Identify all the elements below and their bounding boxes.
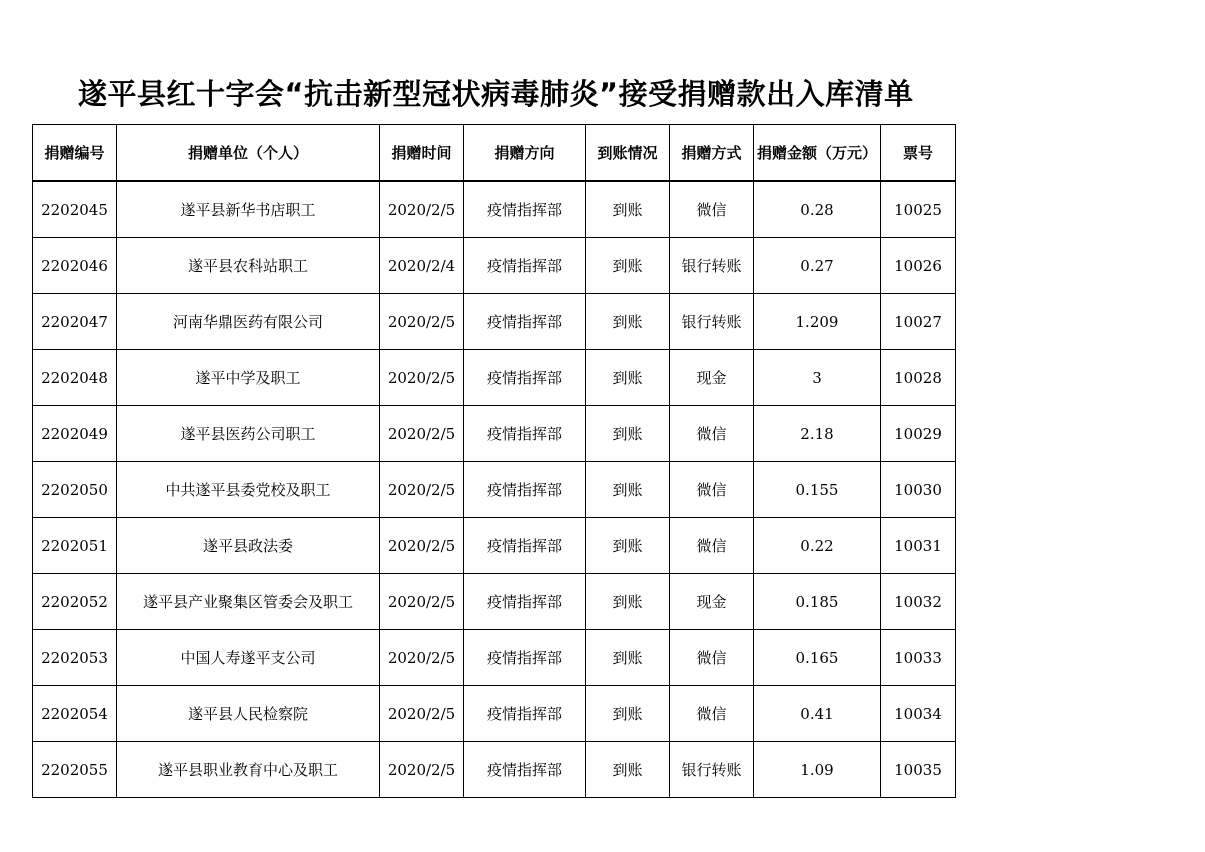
cell-amount: 0.165: [754, 630, 881, 686]
cell-amount: 0.41: [754, 686, 881, 742]
header-donor: 捐赠单位（个人）: [117, 125, 380, 182]
cell-date: 2020/2/5: [380, 574, 464, 630]
cell-id: 2202048: [33, 350, 117, 406]
cell-status: 到账: [586, 294, 670, 350]
cell-ticket: 10025: [881, 181, 956, 238]
cell-donor: 中共遂平县委党校及职工: [117, 462, 380, 518]
cell-method: 微信: [670, 181, 754, 238]
cell-amount: 0.27: [754, 238, 881, 294]
cell-id: 2202050: [33, 462, 117, 518]
cell-id: 2202054: [33, 686, 117, 742]
cell-date: 2020/2/4: [380, 238, 464, 294]
table-row: [33, 686, 956, 742]
cell-id: 2202045: [33, 181, 117, 238]
cell-amount: 0.185: [754, 574, 881, 630]
cell-amount: 2.18: [754, 406, 881, 462]
cell-ticket: 10032: [881, 574, 956, 630]
cell-direction: 疫情指挥部: [464, 294, 586, 350]
cell-direction: 疫情指挥部: [464, 406, 586, 462]
cell-date: 2020/2/5: [380, 686, 464, 742]
cell-ticket: 10028: [881, 350, 956, 406]
cell-date: 2020/2/5: [380, 742, 464, 798]
cell-status: 到账: [586, 238, 670, 294]
cell-status: 到账: [586, 742, 670, 798]
cell-direction: 疫情指挥部: [464, 238, 586, 294]
cell-status: 到账: [586, 574, 670, 630]
cell-method: 现金: [670, 350, 754, 406]
cell-id: 2202055: [33, 742, 117, 798]
cell-ticket: 10026: [881, 238, 956, 294]
cell-id: 2202046: [33, 238, 117, 294]
cell-method: 微信: [670, 686, 754, 742]
table-row: [33, 742, 956, 798]
cell-amount: 0.22: [754, 518, 881, 574]
header-amount: [754, 125, 881, 182]
cell-method: 银行转账: [670, 294, 754, 350]
cell-direction: 疫情指挥部: [464, 630, 586, 686]
cell-date: 2020/2/5: [380, 462, 464, 518]
header-direction: 捐赠方向: [464, 125, 586, 182]
table-header-row: [33, 125, 956, 182]
cell-status: 到账: [586, 406, 670, 462]
cell-status: 到账: [586, 462, 670, 518]
table-row: [33, 518, 956, 574]
cell-method: 微信: [670, 630, 754, 686]
table-row: [33, 630, 956, 686]
cell-donor: 遂平中学及职工: [117, 350, 380, 406]
cell-direction: 疫情指挥部: [464, 518, 586, 574]
cell-date: 2020/2/5: [380, 518, 464, 574]
table-row: [33, 574, 956, 630]
cell-method: 微信: [670, 462, 754, 518]
cell-donor: 遂平县农科站职工: [117, 238, 380, 294]
table-row: [33, 238, 956, 294]
cell-amount: 3: [754, 350, 881, 406]
cell-direction: 疫情指挥部: [464, 181, 586, 238]
cell-direction: 疫情指挥部: [464, 462, 586, 518]
cell-amount: 1.209: [754, 294, 881, 350]
cell-date: 2020/2/5: [380, 181, 464, 238]
cell-date: 2020/2/5: [380, 406, 464, 462]
table-row: [33, 350, 956, 406]
cell-amount: 1.09: [754, 742, 881, 798]
cell-id: 2202052: [33, 574, 117, 630]
cell-amount: 0.28: [754, 181, 881, 238]
cell-direction: 疫情指挥部: [464, 350, 586, 406]
cell-method: 银行转账: [670, 742, 754, 798]
cell-donor: 中国人寿遂平支公司: [117, 630, 380, 686]
cell-donor: 遂平县产业聚集区管委会及职工: [117, 574, 380, 630]
cell-donor: 遂平县职业教育中心及职工: [117, 742, 380, 798]
cell-donor: 河南华鼎医药有限公司: [117, 294, 380, 350]
cell-method: 微信: [670, 518, 754, 574]
cell-id: 2202049: [33, 406, 117, 462]
cell-method: 银行转账: [670, 238, 754, 294]
cell-ticket: 10033: [881, 630, 956, 686]
cell-donor: 遂平县新华书店职工: [117, 181, 380, 238]
cell-date: 2020/2/5: [380, 630, 464, 686]
cell-method: 现金: [670, 574, 754, 630]
cell-status: 到账: [586, 630, 670, 686]
header-date: 捐赠时间: [380, 125, 464, 182]
cell-status: 到账: [586, 518, 670, 574]
document-title: 遂平县红十字会“抗击新型冠状病毒肺炎”接受捐赠款出入库清单: [78, 77, 914, 111]
cell-status: 到账: [586, 686, 670, 742]
cell-id: 2202051: [33, 518, 117, 574]
cell-ticket: 10031: [881, 518, 956, 574]
cell-date: 2020/2/5: [380, 350, 464, 406]
cell-donor: 遂平县政法委: [117, 518, 380, 574]
cell-ticket: 10030: [881, 462, 956, 518]
header-status: 到账情况: [586, 125, 670, 182]
cell-donor: 遂平县医药公司职工: [117, 406, 380, 462]
cell-direction: 疫情指挥部: [464, 742, 586, 798]
cell-ticket: 10029: [881, 406, 956, 462]
table-row: [33, 181, 956, 238]
cell-ticket: 10034: [881, 686, 956, 742]
cell-donor: 遂平县人民检察院: [117, 686, 380, 742]
table-row: [33, 294, 956, 350]
cell-ticket: 10027: [881, 294, 956, 350]
donation-table: [32, 124, 956, 798]
cell-direction: 疫情指挥部: [464, 686, 586, 742]
cell-status: 到账: [586, 181, 670, 238]
header-method: 捐赠方式: [670, 125, 754, 182]
cell-id: 2202053: [33, 630, 117, 686]
cell-status: 到账: [586, 350, 670, 406]
header-amount-label: 捐赠金额（万元）: [756, 143, 877, 162]
cell-id: 2202047: [33, 294, 117, 350]
cell-amount: 0.155: [754, 462, 881, 518]
cell-date: 2020/2/5: [380, 294, 464, 350]
cell-ticket: 10035: [881, 742, 956, 798]
table-row: [33, 462, 956, 518]
cell-method: 微信: [670, 406, 754, 462]
table-row: [33, 406, 956, 462]
header-ticket: 票号: [881, 125, 956, 182]
cell-direction: 疫情指挥部: [464, 574, 586, 630]
header-id: 捐赠编号: [33, 125, 117, 182]
